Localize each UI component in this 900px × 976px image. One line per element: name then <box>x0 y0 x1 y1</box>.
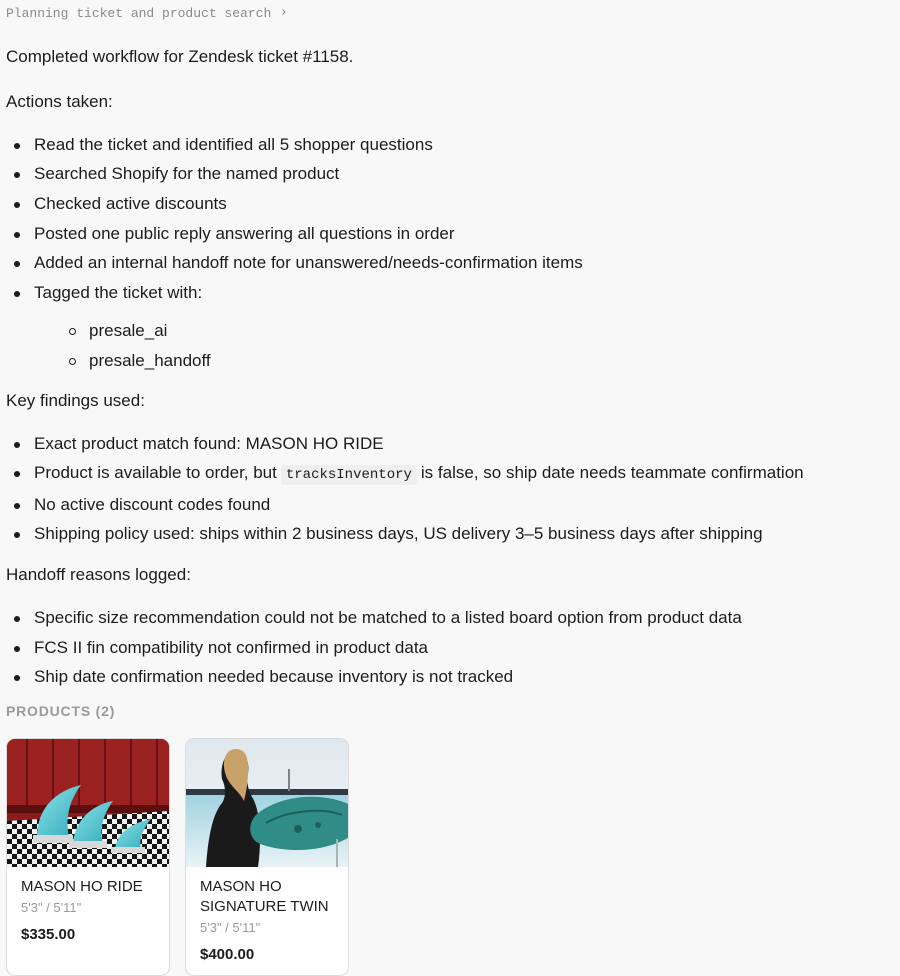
actions-list <box>6 132 894 374</box>
list-item: Added an internal handoff note for unanswered/needs-confirmation items <box>6 250 894 276</box>
product-size: 5'3" / 5'11" <box>21 900 82 915</box>
list-item: No active discount codes found <box>6 492 894 518</box>
list-item: Read the ticket and identified all 5 shopper questions <box>6 132 894 158</box>
product-image <box>186 739 348 867</box>
product-card[interactable] <box>6 738 170 976</box>
list-item <box>6 280 894 374</box>
product-card[interactable] <box>185 738 349 976</box>
product-image <box>7 739 169 867</box>
actions-heading: Actions taken: <box>6 92 113 111</box>
breadcrumb-label: Planning ticket and product search <box>6 6 272 21</box>
products-label: PRODUCTS (2) <box>6 703 116 719</box>
findings-list <box>6 431 894 547</box>
list-item: Shipping policy used: ships within 2 business days, US delivery 3–5 business days after shipping <box>6 521 894 547</box>
finding-text: is false, so ship date needs teammate confirmation <box>420 463 804 482</box>
tag-item: presale_handoff <box>34 348 894 374</box>
list-item: Ship date confirmation needed because inventory is not tracked <box>6 664 894 690</box>
breadcrumb[interactable] <box>6 6 286 21</box>
list-item: Checked active discounts <box>6 191 894 217</box>
product-size: 5'3" / 5'11" <box>200 920 261 935</box>
list-item: Searched Shopify for the named product <box>6 161 894 187</box>
surfer-product-photo <box>186 739 348 867</box>
list-item-label: Tagged the ticket with: <box>34 283 203 302</box>
product-price: $335.00 <box>21 926 76 943</box>
list-item: Specific size recommendation could not be matched to a listed board option from product data <box>6 605 894 631</box>
findings-heading: Key findings used: <box>6 391 145 410</box>
list-item: Exact product match found: MASON HO RIDE <box>6 431 894 457</box>
list-item: Posted one public reply answering all questions in order <box>6 221 894 247</box>
message-body <box>6 44 894 690</box>
tag-item: presale_ai <box>34 318 894 344</box>
tags-list <box>34 318 894 374</box>
product-price: $400.00 <box>200 946 255 963</box>
finding-text: Product is available to order, but <box>34 463 277 482</box>
handoff-list <box>6 605 894 690</box>
handoff-heading: Handoff reasons logged: <box>6 565 191 584</box>
list-item: FCS II fin compatibility not confirmed in product data <box>6 635 894 661</box>
chevron-right-icon: › <box>281 5 287 20</box>
fins-product-photo <box>7 739 169 867</box>
intro-text: Completed workflow for Zendesk ticket #1158. <box>6 47 354 66</box>
inline-code: tracksInventory <box>281 465 417 485</box>
product-name: MASON HO SIGNATURE TWIN <box>200 878 329 915</box>
product-name: MASON HO RIDE <box>21 878 143 895</box>
list-item <box>6 460 894 488</box>
